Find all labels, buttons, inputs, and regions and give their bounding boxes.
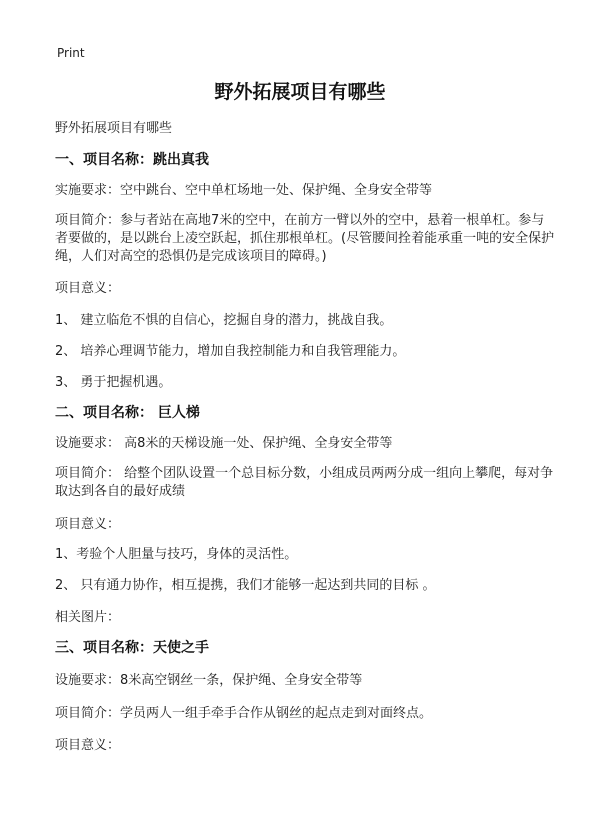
section-1-point-2: 2、 培养心理调节能力，增加自我控制能力和自我管理能力。 — [55, 344, 406, 359]
section-3-intro: 项目简介：学员两人一组手牵手合作从钢丝的起点走到对面终点。 — [55, 706, 433, 721]
section-3-requirement: 设施要求：8米高空钢丝一条，保护绳、全身安全带等 — [55, 673, 363, 688]
section-2-point-1: 1、考验个人胆量与技巧，身体的灵活性。 — [55, 547, 298, 562]
related-images-label: 相关图片： — [55, 610, 121, 625]
section-3-heading: 三、项目名称：天使之手 — [55, 640, 209, 656]
section-1-heading: 一、项目名称：跳出真我 — [55, 152, 209, 168]
section-1-point-3: 3、 勇于把握机遇。 — [55, 375, 172, 390]
section-1-meaning-label: 项目意义： — [55, 281, 121, 296]
section-2-requirement: 设施要求： 高8米的天梯设施一处、保护绳、全身安全带等 — [55, 436, 393, 451]
section-1-intro: 项目简介：参与者站在高地7米的空中，在前方一臂以外的空中，悬着一根单杠。参与者要做的，是以跳台上凌空跃起，抓住那根单杠。(尽管腰间拴着能承重一吨的安全保护绳，人们对高空的恐惧仍是完成该项目的障碍。) — [55, 213, 555, 264]
section-1-requirement: 实施要求：空中跳台、空中单杠场地一处、保护绳、全身安全带等 — [55, 183, 433, 198]
document-title: 野外拓展项目有哪些 — [214, 81, 386, 103]
print-link[interactable]: Print — [57, 46, 85, 60]
section-2-heading: 二、项目名称： 巨人梯 — [55, 405, 200, 421]
section-2-intro: 项目简介： 给整个团队设置一个总目标分数，小组成员两两分成一组向上攀爬，每对争取达到各自的最好成绩 — [55, 466, 554, 499]
section-3-meaning-label: 项目意义： — [55, 738, 121, 753]
section-2-point-2: 2、 只有通力协作，相互提携，我们才能够一起达到共同的目标 。 — [55, 578, 436, 593]
section-2-meaning-label: 项目意义： — [55, 517, 121, 532]
intro-text: 野外拓展项目有哪些 — [55, 121, 173, 136]
section-1-point-1: 1、 建立临危不惧的自信心，挖掘自身的潜力，挑战自我。 — [55, 313, 393, 328]
